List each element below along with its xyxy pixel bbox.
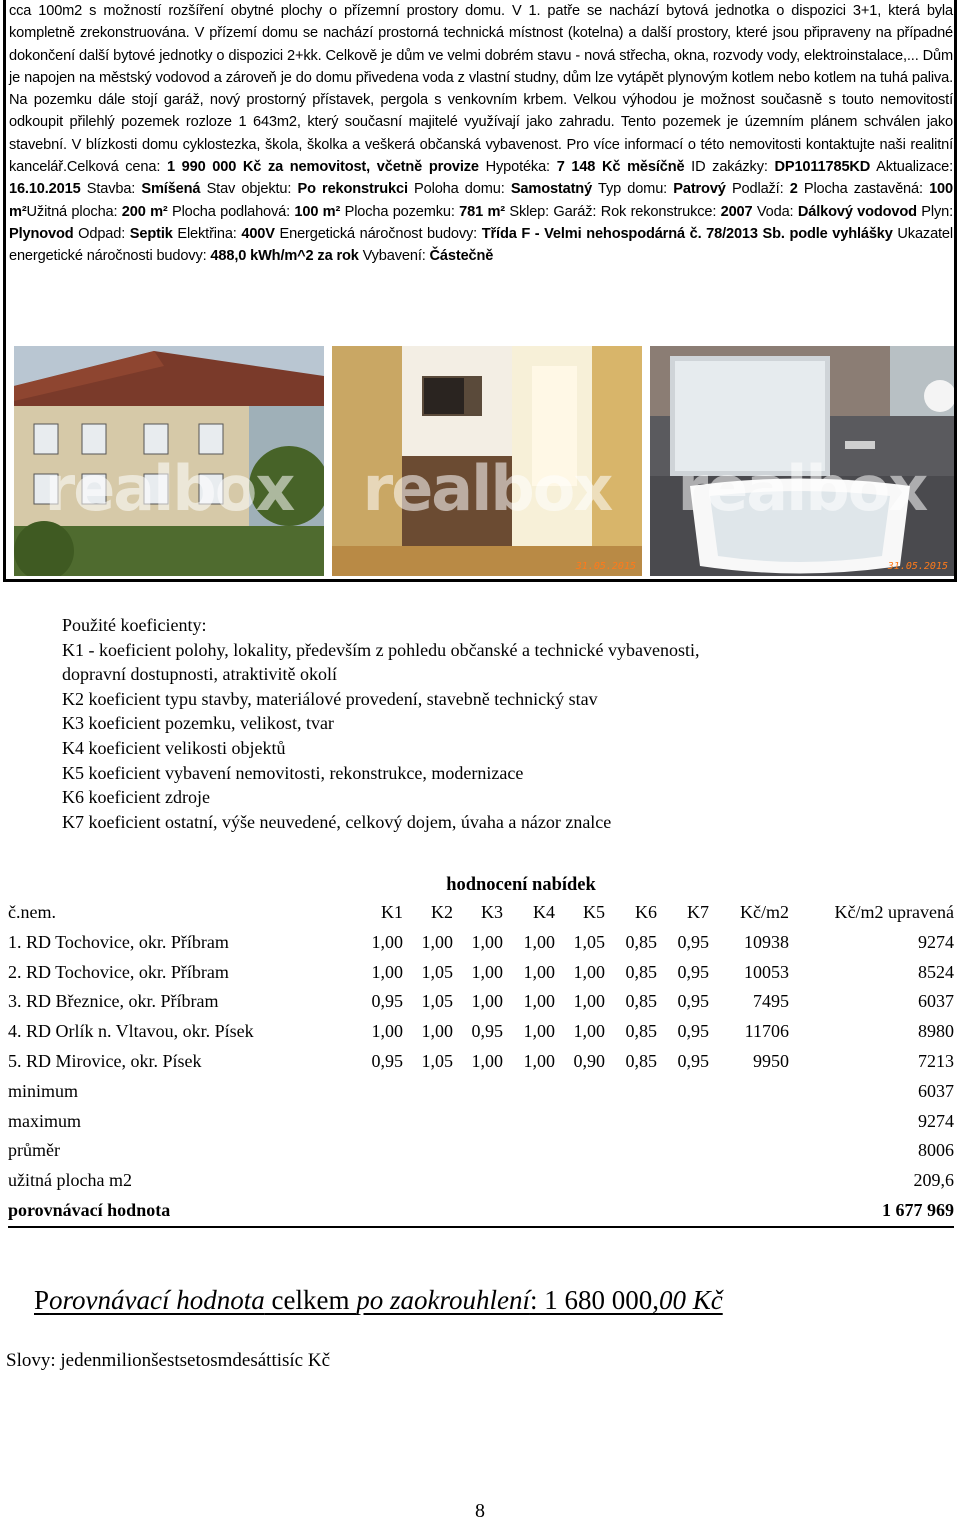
table-row xyxy=(8,1017,954,1047)
table-cell: 1,00 xyxy=(421,1021,453,1042)
table-cell: 1. RD Tochovice, okr. Příbram xyxy=(8,931,229,952)
table-cell: 0,95 xyxy=(677,931,709,952)
table-cell: 0,85 xyxy=(625,991,657,1012)
listing-description: cca 100m2 s možností rozšíření obytné plochy o přízemní prostory domu. V 1. patře se nachází bytová jednotka o dispozici 3+1, která byla kompletně zrekonstruována. V přízemí domu se nachází prostorná technická místnost (kotelna) a další prostory, které jsou připraveny na případné dokončení další bytové jednotky o dispozici 2+kk. Celkově je dům ve velmi dobrém stavu - nová střecha, okna, rozvody vody, elektroinstalace,... Dům je napojen na městský vodovod a zároveň je do domu přivedena voda z vlastní studny, dům lze vytápět plynovým kotlem nebo kotlem na tuhá paliva. Na pozemku dále stojí garáž, nový prostorný přístavek, pergola s venkovním krbem. Velkou výhodou je možnost současně s touto nemovitostí odkoupit přilehlý pozemek rozloze 1 643m2, který současní majitelé využívají jako zahradu. Tento pozemek je územním plánem schválen jako stavební. V blízkosti domu cyklostezka, škola, školka a veškerá občanská vybavenost. Pro více informací o této nemovitosti kontaktujte naši realitní kancelář.Celková cena: 1 990 000 Kč za nemovitost, včetně provize Hypotéka: 7 148 Kč měsíčně ID zakázky: DP1011785KD Aktualizace: 16.10.2015 Stavba: Smíšená Stav objektu: Po rekonstrukci Poloha domu: Samostatný Typ domu: Patrový Podlaží: 2 Plocha zastavěná: 100 m²Užitná plocha: 200 m² Plocha podlahová: 100 m² Plocha pozemku: 781 m² Sklep: Garáž: Rok rekonstrukce: 2007 Voda: Dálkový vodovod Plyn: Plynovod Odpad: Septik Elektřina: 400V Energetická náročnost budovy: Třída F - Velmi nehospodárná č. 78/2013 Sb. podle vyhlášky Ukazatel energetické náročnosti budovy: 488,0 kWh/m^2 za rok Vybavení: Částečně xyxy=(9,3,954,265)
table-row xyxy=(8,1047,954,1077)
coefficients-heading: Použité koeficienty: xyxy=(62,615,207,635)
listing-id: DP1011785KD xyxy=(774,159,871,176)
summary-value: 1 677 969 xyxy=(882,1199,954,1220)
value-in-words: Slovy: jedenmilionšestsetosmdesáttisíc Kč xyxy=(6,1350,331,1371)
summary-row-area xyxy=(8,1166,954,1196)
table-header-cell: K1 xyxy=(381,902,403,922)
summary-row-avg xyxy=(8,1136,954,1166)
table-cell: 1,00 xyxy=(471,931,503,952)
photo-date-stamp: 31.05.2015 xyxy=(575,561,636,572)
table-cell: 0,85 xyxy=(625,1021,657,1042)
table-row xyxy=(8,928,954,958)
table-cell: 1,00 xyxy=(371,931,403,952)
table-cell: 0,95 xyxy=(371,1050,403,1071)
table-cell: 1,05 xyxy=(421,991,453,1012)
table-cell: 7213 xyxy=(918,1050,954,1071)
coefficient-k5: K5 koeficient vybavení nemovitosti, rekonstrukce, modernizace xyxy=(62,762,524,783)
photo-house-exterior xyxy=(14,346,324,576)
table-header-cell: K6 xyxy=(635,902,657,922)
table-header-cell: K5 xyxy=(583,902,605,922)
table-header-cell: K2 xyxy=(431,902,453,922)
table-cell: 1,00 xyxy=(371,1021,403,1042)
summary-value: 8006 xyxy=(918,1140,954,1161)
table-cell: 0,95 xyxy=(677,961,709,982)
coefficient-k4: K4 koeficient velikosti objektů xyxy=(62,737,286,758)
table-cell: 6037 xyxy=(918,991,954,1012)
table-cell: 1,00 xyxy=(471,1050,503,1071)
table-cell: 1,05 xyxy=(573,931,605,952)
table-header-cell: K3 xyxy=(481,902,503,922)
summary-value: 209,6 xyxy=(913,1170,954,1191)
table-cell: 1,00 xyxy=(573,991,605,1012)
photo-watermark: realbox xyxy=(44,451,294,525)
mortgage-value: 7 148 Kč měsíčně xyxy=(556,159,685,176)
table-cell: 5. RD Mirovice, okr. Písek xyxy=(8,1050,202,1071)
summary-row-minimum xyxy=(8,1077,954,1107)
coefficient-k1-cont: dopravní dostupnosti, atraktivitě okolí xyxy=(62,664,337,685)
table-header-cell: Kč/m2 xyxy=(740,902,789,922)
table-cell: 11706 xyxy=(744,1021,789,1042)
table-cell: 1,00 xyxy=(523,961,555,982)
photo-watermark: realbox xyxy=(362,451,612,525)
offers-table-body xyxy=(8,898,954,1227)
photo-watermark: realbox xyxy=(677,451,927,525)
table-cell: 1,00 xyxy=(573,1021,605,1042)
table-cell: 0,85 xyxy=(625,1050,657,1071)
total-value: Porovnávací hodnota celkem po zaokrouhlení: 1 680 000,00 Kč xyxy=(34,1285,723,1315)
listing-paragraph: cca 100m2 s možností rozšíření obytné plochy o přízemní prostory domu. V 1. patře se nachází bytová jednotka o dispozici 3+1, která byla kompletně zrekonstruována. V přízemí domu se nachází prostorná technická místnost (kotelna) a další prostory, které jsou připraveny na případné dokončení další bytové jednotky o dispozici 2+kk. Celkově je dům ve velmi dobrém stavu - nová střecha, okna, rozvody vody, elektroinstalace,... Dům je napojen na městský vodovod a zároveň je do domu přivedena voda z vlastní studny, dům lze vytápět plynovým kotlem nebo kotlem na tuhá paliva. Na pozemku dále stojí garáž, nový prostorný přístavek, pergola s venkovním krbem. Velkou výhodou je možnost současně s touto nemovitostí odkoupit přilehlý pozemek rozloze 1 643m2, který současní majitelé využívají jako zahradu. Tento pozemek je územním plánem schválen jako stavební. V blízkosti domu cyklostezka, škola, školka a veškerá občanská vybavenost. Pro více informací o této nemovitosti kontaktujte naši realitní kancelář. xyxy=(9,3,953,176)
summary-label: průměr xyxy=(8,1140,60,1161)
coefficient-k6: K6 koeficient zdroje xyxy=(62,787,210,808)
coefficients-list xyxy=(62,613,942,834)
table-cell: 10938 xyxy=(744,931,789,952)
table-cell: 10053 xyxy=(744,961,789,982)
summary-label: porovnávací hodnota xyxy=(8,1199,171,1220)
table-cell: 8524 xyxy=(918,961,954,982)
table-cell: 7495 xyxy=(753,991,789,1012)
table-header-row xyxy=(8,898,954,928)
offers-evaluation xyxy=(8,872,954,1228)
price-value: 1 990 000 Kč za nemovitost, včetně provize xyxy=(166,159,479,176)
table-cell: 0,95 xyxy=(371,991,403,1012)
summary-row-maximum xyxy=(8,1107,954,1137)
evaluation-title: hodnocení nabídek xyxy=(446,875,596,895)
table-header-cell: Kč/m2 upravená xyxy=(834,902,954,922)
table-cell: 0,95 xyxy=(677,1050,709,1071)
table-cell: 0,85 xyxy=(625,931,657,952)
table-cell: 0,95 xyxy=(471,1021,503,1042)
table-cell: 1,00 xyxy=(421,931,453,952)
table-cell: 1,00 xyxy=(523,1050,555,1071)
table-cell: 0,95 xyxy=(677,991,709,1012)
table-cell: 1,05 xyxy=(421,961,453,982)
table-cell: 8980 xyxy=(918,1021,954,1042)
table-cell: 3. RD Březnice, okr. Příbram xyxy=(8,991,219,1012)
table-header-cell: K4 xyxy=(533,902,555,922)
table-cell: 9950 xyxy=(753,1050,789,1071)
summary-label: užitná plocha m2 xyxy=(8,1170,132,1191)
page-number: 8 xyxy=(475,1500,485,1522)
photo-date-stamp: 31.05.2015 xyxy=(887,561,948,572)
table-row xyxy=(8,987,954,1017)
table-cell: 1,00 xyxy=(471,991,503,1012)
photo-kitchen xyxy=(332,346,642,576)
coefficient-k3: K3 koeficient pozemku, velikost, tvar xyxy=(62,713,334,734)
photo-strip xyxy=(14,346,954,576)
coefficient-k2: K2 koeficient typu stavby, materiálové provedení, stavebně technický stav xyxy=(62,688,598,709)
offers-table xyxy=(8,898,954,1228)
table-cell: 0,85 xyxy=(625,961,657,982)
table-cell: 1,00 xyxy=(371,961,403,982)
table-cell: 9274 xyxy=(918,931,954,952)
table-header-cell: K7 xyxy=(687,902,709,922)
summary-label: maximum xyxy=(8,1110,81,1131)
summary-value: 9274 xyxy=(918,1110,954,1131)
table-cell: 2. RD Tochovice, okr. Příbram xyxy=(8,961,229,982)
table-cell: 1,00 xyxy=(573,961,605,982)
table-cell: 1,00 xyxy=(471,961,503,982)
table-cell: 0,90 xyxy=(573,1050,605,1071)
coefficient-k1: K1 - koeficient polohy, lokality, především z pohledu občanské a technické vybavenosti, xyxy=(62,639,700,660)
summary-row-comp xyxy=(8,1196,954,1227)
table-cell: 1,00 xyxy=(523,991,555,1012)
table-cell: 1,00 xyxy=(523,931,555,952)
summary-value: 6037 xyxy=(918,1080,954,1101)
table-cell: 4. RD Orlík n. Vltavou, okr. Písek xyxy=(8,1021,254,1042)
table-cell: 1,05 xyxy=(421,1050,453,1071)
summary-label: minimum xyxy=(8,1080,79,1101)
photo-bathroom xyxy=(650,346,954,576)
table-header-cell: č.nem. xyxy=(8,902,56,922)
table-row xyxy=(8,958,954,988)
coefficient-k7: K7 koeficient ostatní, výše neuvedené, celkový dojem, úvaha a názor znalce xyxy=(62,811,612,832)
listing-box xyxy=(3,0,957,582)
table-cell: 0,95 xyxy=(677,1021,709,1042)
table-cell: 1,00 xyxy=(523,1021,555,1042)
